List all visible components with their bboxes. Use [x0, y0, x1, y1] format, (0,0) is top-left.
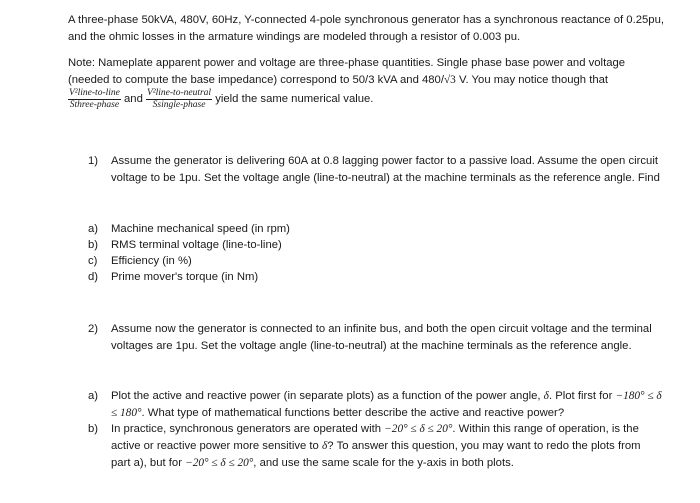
- fraction-line-to-line: [68, 88, 121, 111]
- list-item: [88, 253, 663, 270]
- note-fraction-line: [68, 88, 668, 122]
- question-2a: [88, 388, 663, 422]
- angle-range: −20° ≤ δ ≤ 20°: [185, 457, 254, 469]
- q2b-mid2: ? To answer this question, you may want to redo the plots from part a), but for: [111, 440, 641, 469]
- q2a-post: . What type of mathematical functions better describe the active and reactive power?: [141, 407, 565, 419]
- question-2a-text: [111, 388, 663, 422]
- angle-range: −20° ≤ δ ≤ 20°: [384, 423, 453, 435]
- angle-range: −180° ≤ δ ≤ 180°: [111, 390, 662, 419]
- item-label: b): [88, 239, 99, 251]
- item-label: c): [88, 255, 98, 267]
- and-word: and: [124, 93, 143, 105]
- note-text-pre: Note: Nameplate apparent power and voltage are three-phase quantities. Single phase base power and voltage (needed to compute the base impedance) correspond to 50/3 kVA and 480/: [68, 57, 626, 86]
- question-1-text: Assume the generator is delivering 60A at 0.8 lagging power factor to a passive load. Assume the open circuit voltage to be 1pu. Set the voltage angle (line-to-neutral) at the machine terminals as the reference angle. Find: [111, 155, 660, 184]
- sqrt3-symbol: √3: [443, 74, 456, 86]
- question-1-label: 1): [88, 155, 99, 167]
- list-item: [88, 237, 663, 254]
- item-text: Prime mover's torque (in Nm): [111, 271, 259, 283]
- problem-intro: A three-phase 50kVA, 480V, 60Hz, Y-connected 4-pole synchronous generator has a synchronous reactance of 0.25pu, and the ohmic losses in the armature windings are modeled through a resistor of 0.003 pu.: [68, 14, 664, 43]
- item-label: d): [88, 271, 99, 283]
- q2a-mid: . Plot first for: [548, 390, 616, 402]
- item-text: Efficiency (in %): [111, 255, 192, 267]
- fraction1-numerator: V²line-to-line: [69, 88, 120, 98]
- q2a-pre: Plot the active and reactive power (in separate plots) as a function of the power angle,: [111, 390, 544, 402]
- delta-symbol: δ: [321, 440, 328, 452]
- fraction2-denominator: Ssingle-phase: [152, 100, 206, 110]
- q2b-post: , and use the same scale for the y-axis in both plots.: [253, 457, 514, 469]
- question-2b-text: [111, 421, 663, 472]
- question-2: [88, 321, 663, 355]
- question-2-label: 2): [88, 323, 99, 335]
- note-text-post: V. You may notice though that: [455, 74, 609, 86]
- item-label: a): [88, 223, 99, 235]
- fraction-line-to-neutral: [146, 88, 212, 111]
- item-text: RMS terminal voltage (line-to-line): [111, 239, 282, 251]
- question-2b: [88, 421, 663, 472]
- list-item: [88, 221, 663, 238]
- delta-symbol: δ: [543, 390, 549, 402]
- q2b-pre: In practice, synchronous generators are operated with: [111, 423, 385, 435]
- q2b-mid: . Within this range of operation, is the active or reactive power more sensitive to: [111, 423, 639, 452]
- question-1: [88, 153, 663, 187]
- fraction1-denominator: Sthree-phase: [69, 100, 120, 110]
- note-paragraph: [68, 55, 668, 89]
- item-label: b): [88, 423, 99, 435]
- list-item: [88, 269, 663, 286]
- sqrt3: [444, 74, 456, 86]
- question-2-text: Assume now the generator is connected to an infinite bus, and both the open circuit voltage and the terminal voltages are 1pu. Set the voltage angle (line-to-neutral) at the machine terminals as the reference angle.: [111, 323, 652, 352]
- item-text: Machine mechanical speed (in rpm): [111, 223, 290, 235]
- item-label: a): [88, 390, 99, 402]
- fraction2-numerator: V²line-to-neutral: [147, 88, 212, 98]
- note-tail: yield the same numerical value.: [215, 93, 374, 105]
